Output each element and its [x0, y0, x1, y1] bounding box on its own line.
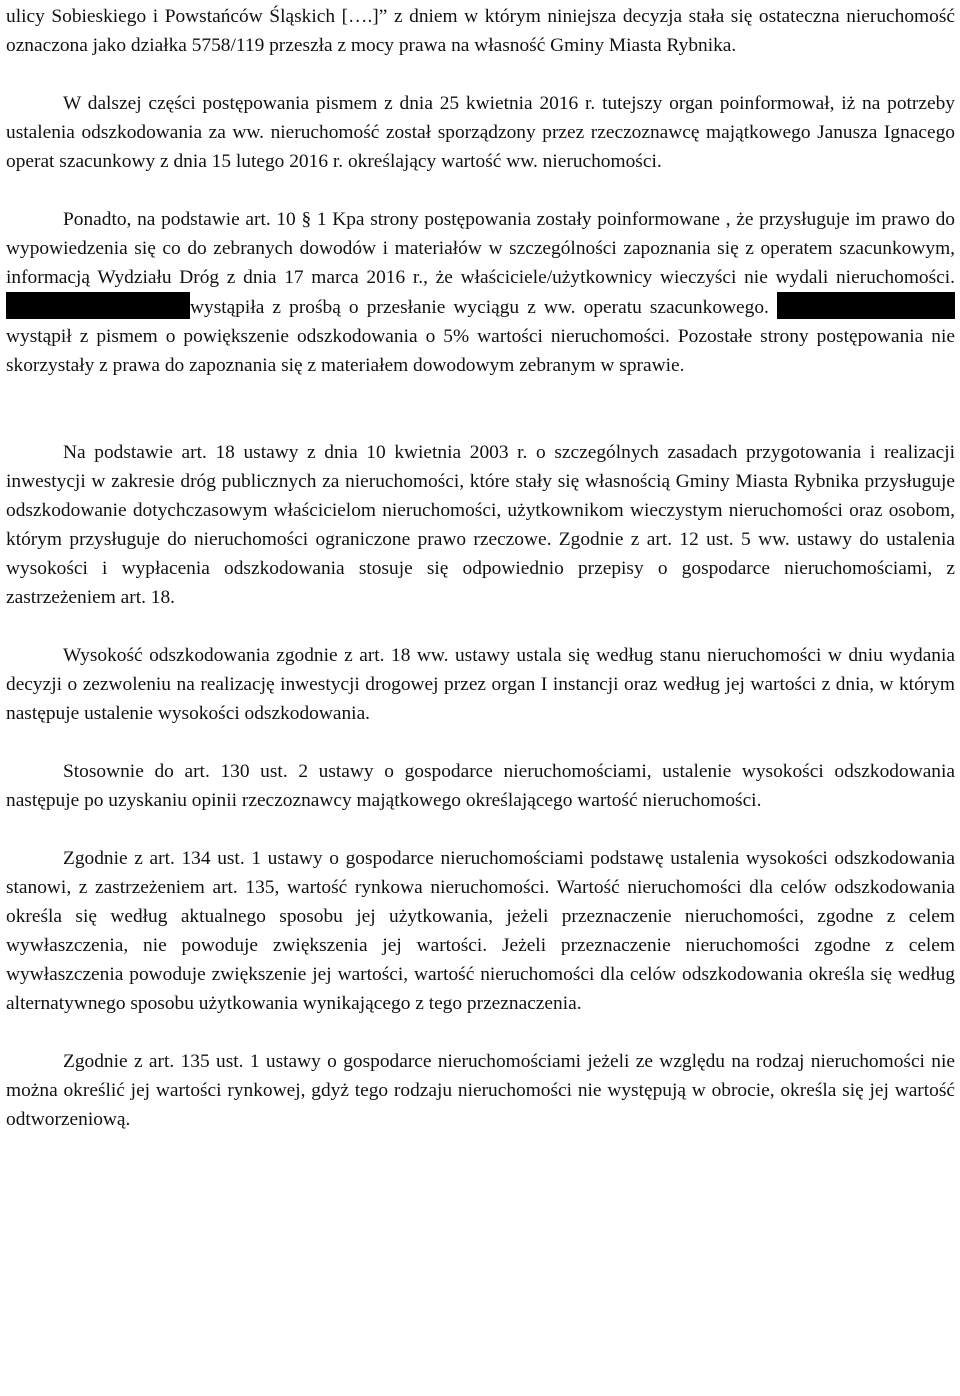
- document-page: [6, 2, 955, 1134]
- parties-rights-text: Ponadto, na podstawie art. 10 § 1 Kpa strony postępowania zostały poinformowane , że przysługuje im prawo do wypowiedzenia się co do zebranych dowodów i materiałów w szczególności zapoznania się z operatem szacunkowym, informacją Wydziału Dróg z dnia 17 marca 2016 r., że właściciele/użytkownicy wieczyści nie wydali nieruchomości.: [6, 209, 955, 288]
- redaction-block: [80, 292, 190, 319]
- redaction-block: [863, 292, 955, 319]
- extract-request-text: wystąpiła z prośbą o przesłanie wyciągu z ww. operatu szacunkowego.: [190, 297, 769, 318]
- paragraph-continuation: ulicy Sobieskiego i Powstańców Śląskich [….]” z dniem w którym niniejsza decyzja stała się ostateczna nieruchomość oznaczona jako działka 5758/119 przeszła z mocy prawa na własność Gminy Miasta Rybnika.: [6, 6, 955, 56]
- compensation-increase-text: wystąpił z pismem o powiększenie odszkodowania o 5% wartości nieruchomości. Pozostałe strony postępowania nie skorzystały z prawa do zapoznania się z materiałem dowodowym zebranym w sprawie.: [6, 326, 955, 376]
- paragraph-art-135: Zgodnie z art. 135 ust. 1 ustawy o gospodarce nieruchomościami jeżeli ze względu na rodzaj nieruchomości nie można określić jej wartości rynkowej, gdyż tego rodzaju nieruchomości nie występują w obrocie, określa się jej wartość odtworzeniową.: [6, 1051, 955, 1130]
- paragraph-legal-basis: Na podstawie art. 18 ustawy z dnia 10 kwietnia 2003 r. o szczególnych zasadach przygotowania i realizacji inwestycji w zakresie dróg publicznych za nieruchomości, które stały się własnością Gminy Miasta Rybnika przysługuje odszkodowanie dotychczasowym właścicielom nieruchomości, użytkownikom wieczystym nieruchomości oraz osobom, którym przysługuje do nieruchomości ograniczone prawo rzeczowe. Zgodnie z art. 12 ust. 5 ww. ustawy do ustalenia wysokości i wypłacenia odszkodowania stosuje się odpowiednio przepisy o gospodarce nieruchomościami, z zastrzeżeniem art. 18.: [6, 442, 955, 608]
- paragraph-notice-appraisal: W dalszej części postępowania pismem z dnia 25 kwietnia 2016 r. tutejszy organ poinformował, iż na potrzeby ustalenia odszkodowania za ww. nieruchomość został sporządzony przez rzeczoznawcę majątkowego Janusza Ignacego operat szacunkowy z dnia 15 lutego 2016 r. określający wartość ww. nieruchomości.: [6, 93, 955, 172]
- paragraph-art-134: Zgodnie z art. 134 ust. 1 ustawy o gospodarce nieruchomościami podstawę ustalenia wysokości odszkodowania stanowi, z zastrzeżeniem art. 135, wartość rynkowa nieruchomości. Wartość nieruchomości dla celów odszkodowania określa się według aktualnego sposobu jej użytkowania, jeżeli przeznaczenie nieruchomości, zgodne z celem wywłaszczenia, nie powoduje zwiększenia jej wartości. Jeżeli przeznaczenie nieruchomości zgodne z celem wywłaszczenia powoduje zwiększenie jej wartości, wartość nieruchomości dla celów odszkodowania określa się według alternatywnego sposobu użytkowania wynikającego z tego przeznaczenia.: [6, 848, 955, 1014]
- redaction-block: [6, 292, 80, 319]
- paragraph-compensation-amount: Wysokość odszkodowania zgodnie z art. 18 ww. ustawy ustala się według stanu nieruchomości w dniu wydania decyzji o zezwoleniu na realizację inwestycji drogowej przez organ I instancji oraz według jej wartości z dnia, w którym następuje ustalenie wysokości odszkodowania.: [6, 645, 955, 724]
- redaction-block: [777, 292, 863, 319]
- paragraph-art-130: Stosownie do art. 130 ust. 2 ustawy o gospodarce nieruchomościami, ustalenie wysokości odszkodowania następuje po uzyskaniu opinii rzeczoznawcy majątkowego określającego wartość nieruchomości.: [6, 761, 955, 811]
- paragraph-parties-rights: [6, 205, 955, 380]
